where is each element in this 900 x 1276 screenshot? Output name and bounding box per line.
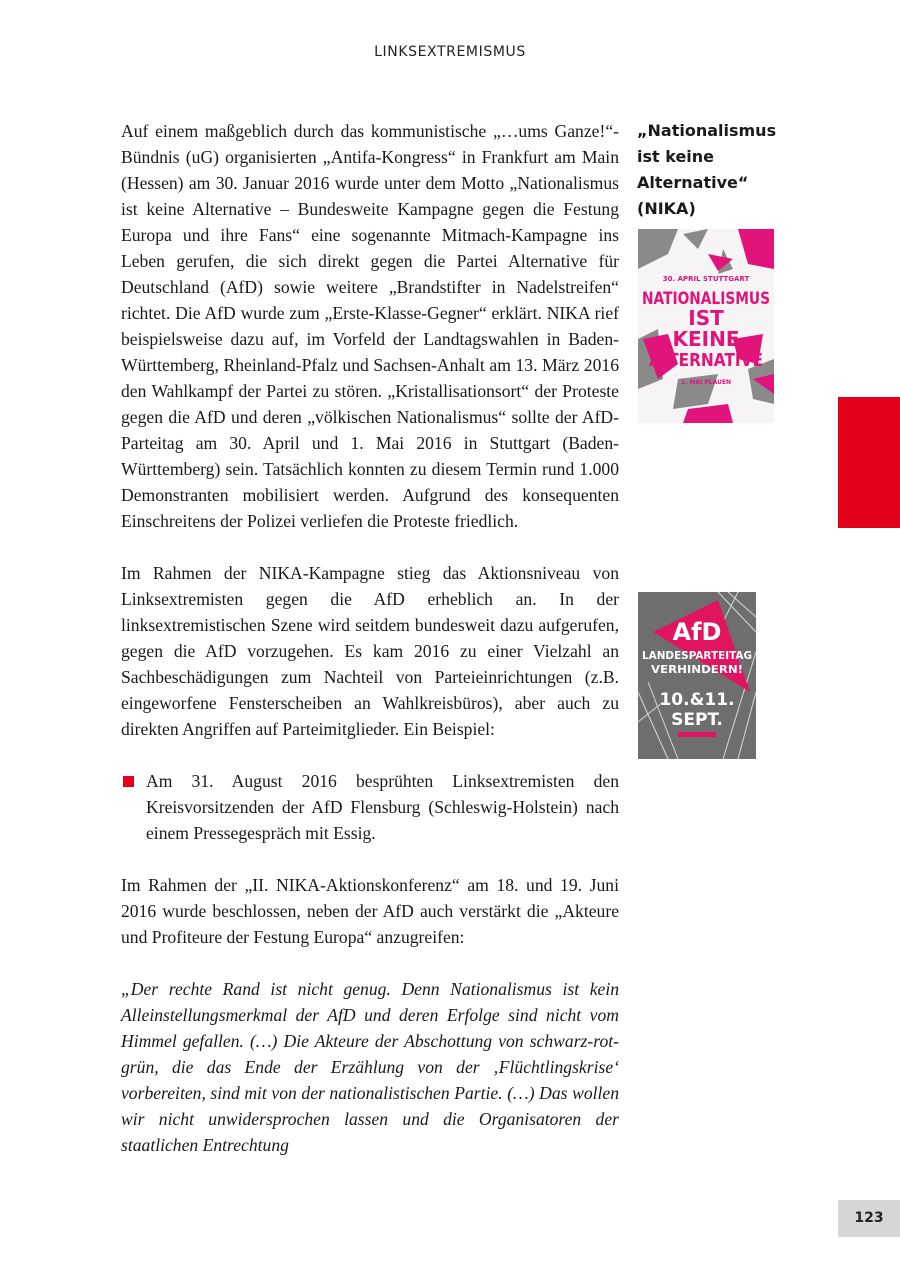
running-header: LINKSEXTREMISMUS: [374, 44, 526, 60]
bullet-item: [121, 768, 619, 846]
poster1-sub: 1. MAI PLAUEN: [680, 379, 732, 386]
block-quote: „Der rechte Rand ist nicht genug. Denn Nationalismus ist kein Alleinstellungsmerkmal der AfD und deren Erfolge sind nicht vom Himmel gefallen. (…) Die Akteure der Abschottung von schwarz-rot-grün, die das Ende der Erzählung von der ‚Flüchtlingskrise‘ vorbereiten, sind mit von der nationalistischen Partie. (…) Das wollen wir nicht unwidersprochen lassen und die Organisatoren der staatlichen Entrechtung: [121, 979, 619, 1155]
margin-heading: „Nationalismus ist keine Alternative“ (NIKA): [637, 121, 777, 218]
main-text: [121, 118, 619, 1184]
bullet-square-icon: [123, 776, 134, 787]
nika-poster-image: [638, 229, 774, 423]
page-number: 123: [838, 1200, 900, 1237]
poster1-date: 30. APRIL STUTTGART: [662, 275, 750, 283]
afd-parteitag-poster-image: [638, 592, 756, 759]
poster2-line3: VERHINDERN!: [651, 663, 743, 676]
paragraph-2: Im Rahmen der NIKA-Kampagne stieg das Aktionsniveau von Linksextremisten gegen die AfD erheblich an. In der linksextremistischen Szene wird seitdem bundesweit dazu aufgerufen, gegen die AfD vorzugehen. Es kam 2016 zu einer Vielzahl an Sachbeschädigungen zum Nachteil von Parteieinrichtungen (z.B. eingeworfene Fensterscheiben an Wahlkreisbüros), aber auch zu direkten Angriffen auf Parteimitglieder. Ein Beispiel:: [121, 563, 619, 739]
poster1-line1: NATIONALISMUS: [642, 289, 770, 309]
bullet-text: Am 31. August 2016 besprühten Linksextremisten den Kreisvorsitzenden der AfD Flensburg (Schleswig-Holstein) nach einem Pressegespräch mit Essig.: [146, 771, 619, 843]
poster1-line4: ALTERNATIVE: [649, 350, 763, 371]
poster2-line1: AfD: [672, 618, 722, 646]
paragraph-1: Auf einem maßgeblich durch das kommunistische „…ums Ganze!“-Bündnis (uG) organisierten „Antifa-Kongress“ in Frankfurt am Main (Hessen) am 30. Januar 2016 wurde unter dem Motto „Nationalismus ist keine Alternative – Bundesweite Kampagne gegen die Festung Europa und ihre Fans“ eine sogenannte Mitmach-Kampagne ins Leben gerufen, die sich direkt gegen die Partei Alternative für Deutschland (AfD) sowie weitere „Brandstifter in Nadelstreifen“ richtet. Die AfD wurde zum „Erste-Klasse-Gegner“ erklärt. NIKA rief beispielsweise dazu auf, im Vorfeld der Landtagswahlen in Baden-Württemberg, Rheinland-Pfalz und Sachsen-Anhalt am 13. März 2016 den Wahlkampf der Partei zu stören. „Kristallisationsort“ der Proteste gegen die AfD und deren „völkischen Nationalismus“ sollte der AfD-Parteitag am 30. April und 1. Mai 2016 in Stuttgart (Baden-Württemberg) sein. Tatsächlich konnten zu diesem Termin rund 1.000 Demonstranten mobilisiert werden. Aufgrund des konsequenten Einschreitens der Polizei verliefen die Proteste friedlich.: [121, 121, 619, 531]
chapter-marker-bar: [838, 397, 900, 528]
poster2-line4: 10.&11.: [659, 690, 735, 710]
paragraph-3: Im Rahmen der „II. NIKA-Aktionskonferenz“ am 18. und 19. Juni 2016 wurde beschlossen, neben der AfD auch verstärkt die „Akteure und Profiteure der Festung Europa“ anzugreifen:: [121, 875, 619, 947]
poster1-line3: KEINE: [672, 327, 740, 351]
poster1-line2: IST: [688, 306, 724, 330]
poster2-line2: LANDESPARTEITAG: [642, 649, 752, 662]
poster2-line5: SEPT.: [671, 710, 723, 730]
